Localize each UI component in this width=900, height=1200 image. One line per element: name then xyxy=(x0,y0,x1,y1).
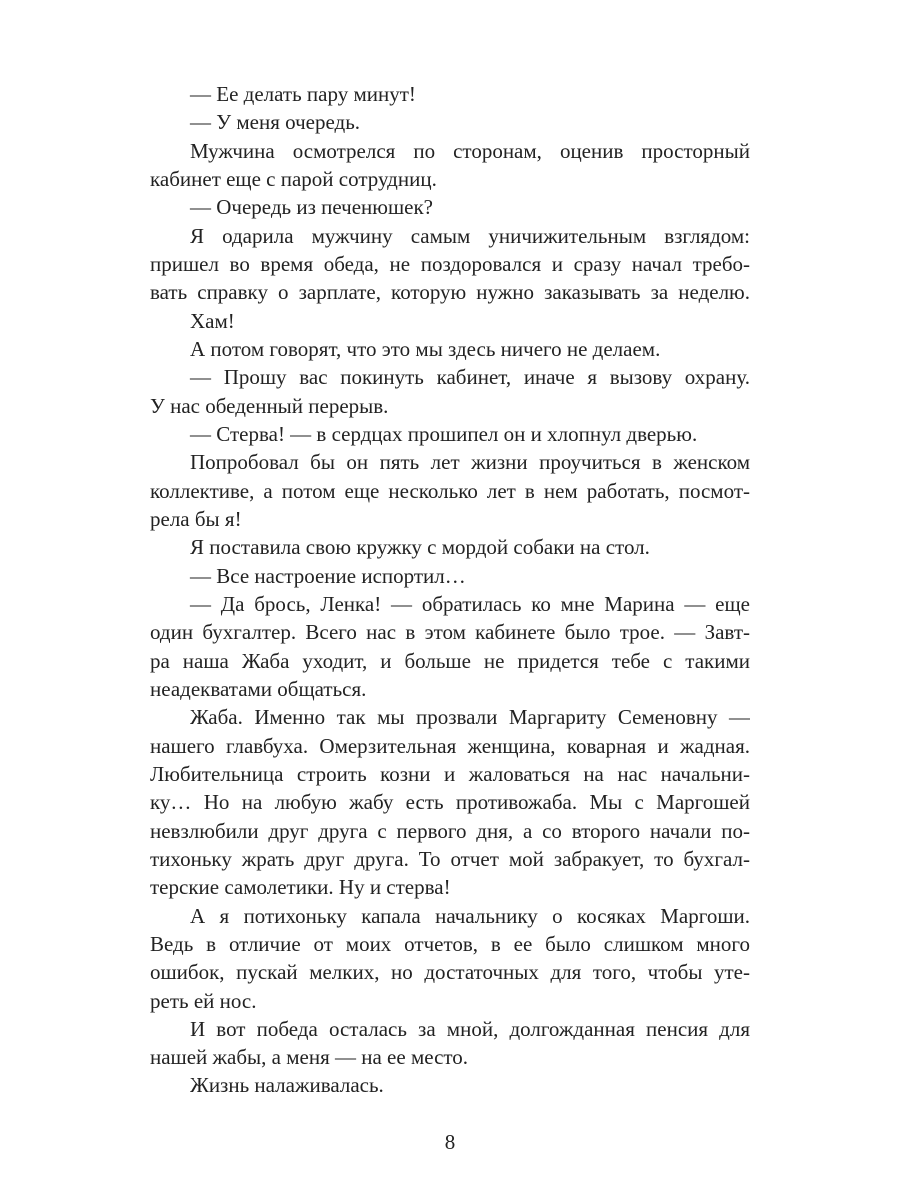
text-line: Ведь в отличие от моих отчетов, в ее было слишком много xyxy=(150,931,750,956)
text-line: коллективе, а потом еще несколько лет в нем работать, посмот- xyxy=(150,478,750,503)
text-line: Я одарила мужчину самым уничижительным взглядом: xyxy=(190,223,750,248)
text-line: кабинет еще с парой сотрудниц. xyxy=(150,166,437,191)
text-line: пришел во время обеда, не поздоровался и сразу начал требо- xyxy=(150,251,750,276)
text-line: терские самолетики. Ну и стерва! xyxy=(150,875,451,900)
text-line: И вот победа осталась за мной, долгожданная пенсия для xyxy=(190,1016,750,1041)
text-line: Мужчина осмотрелся по сторонам, оценив просторный xyxy=(190,138,750,163)
text-line: реть ей нос. xyxy=(150,988,257,1013)
text-line: Попробовал бы он пять лет жизни проучиться в женском xyxy=(190,450,750,475)
text-line: — Стерва! — в сердцах прошипел он и хлопнул дверью. xyxy=(190,421,698,446)
text-line: — Все настроение испортил… xyxy=(190,563,466,588)
text-line: неадекватами общаться. xyxy=(150,676,367,701)
text-line: А потом говорят, что это мы здесь ничего не делаем. xyxy=(190,336,661,361)
text-line: А я потихоньку капала начальнику о косяках Маргоши. xyxy=(190,903,750,928)
text-line: Хам! xyxy=(190,308,235,333)
text-line: Жизнь налаживалась. xyxy=(190,1073,384,1098)
text-line: — Очередь из печенюшек? xyxy=(190,195,433,220)
text-line: нашего главбуха. Омерзительная женщина, коварная и жадная. xyxy=(150,733,750,758)
page-number: 8 xyxy=(444,1130,456,1154)
text-line: один бухгалтер. Всего нас в этом кабинете было трое. — Завт- xyxy=(150,620,750,645)
text-line: Жаба. Именно так мы прозвали Маргариту Семеновну — xyxy=(190,705,750,730)
text-line: ра наша Жаба уходит, и больше не придется тебе с такими xyxy=(150,648,750,673)
text-line: рела бы я! xyxy=(150,506,242,531)
text-line: Я поставила свою кружку с мордой собаки на стол. xyxy=(190,535,650,560)
text-line: нашей жабы, а меня — на ее место. xyxy=(150,1045,469,1070)
text-line: — Ее делать пару минут! xyxy=(190,82,416,106)
text-line: — Да брось, Ленка! — обратилась ко мне Марина — еще xyxy=(190,591,750,616)
text-line: — Прошу вас покинуть кабинет, иначе я вызову охрану. xyxy=(190,365,750,390)
text-line: вать справку о зарплате, которую нужно заказывать за неделю. xyxy=(150,280,750,305)
text-line: тихоньку жрать друг друга. То отчет мой забракует, то бухгал- xyxy=(150,846,750,871)
text-line: ку… Но на любую жабу есть противожаба. Мы с Маргошей xyxy=(150,790,750,815)
text-line: У нас обеденный перерыв. xyxy=(150,393,389,418)
book-page-text xyxy=(150,80,750,1100)
text-line: ошибок, пускай мелких, но достаточных для того, чтобы утe- xyxy=(150,960,750,985)
text-line: — У меня очередь. xyxy=(190,110,361,135)
text-line: Любительница строить козни и жаловаться на нас начальни- xyxy=(150,761,750,786)
text-line: невзлюбили друг друга с первого дня, а со второго начали по- xyxy=(150,818,750,843)
